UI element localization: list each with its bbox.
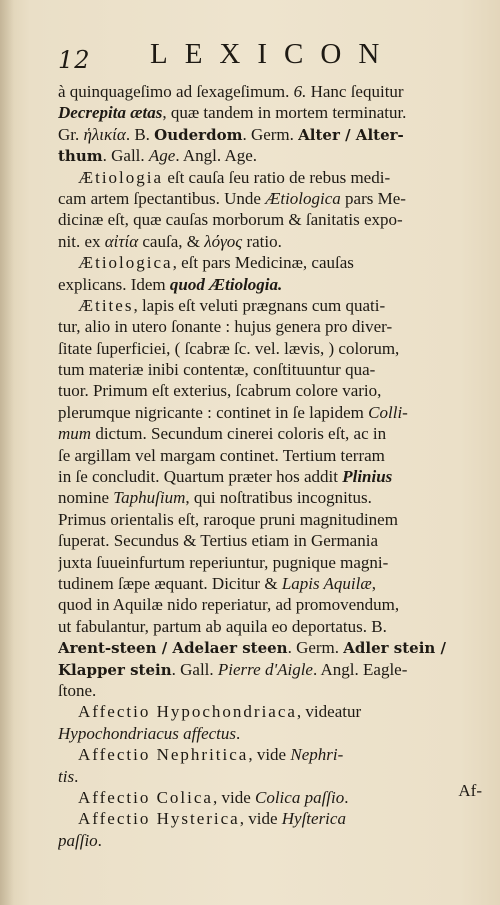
text-run: . B. <box>125 124 155 144</box>
text-run: Primus orientalis eſt, raroque pruni magnitudinem <box>58 509 398 529</box>
text-line <box>58 316 488 337</box>
text-line <box>58 530 488 551</box>
text-run: Hypochondriacus affectus <box>58 723 236 743</box>
text-run: . Gall. <box>102 146 149 166</box>
entry-headword: Affectio Hysterica <box>78 809 240 829</box>
text-line <box>58 380 488 401</box>
text-run: Ætiologica <box>265 188 341 208</box>
text-run: tum materiæ inibi contentæ, conſtituuntur qua- <box>58 360 376 380</box>
text-run: mum <box>58 424 92 444</box>
text-line <box>58 723 488 744</box>
text-run: 6. <box>293 82 307 101</box>
text-run: Adler stein / <box>343 639 446 658</box>
text-run: ut fabulantur, partum ab aquila eo deportatus. B. <box>58 616 387 636</box>
text-run: Colli- <box>368 402 408 422</box>
text-run: ſitate ſuperficiei, ( ſcabræ ſc. vel. lævis, ) colorum, <box>58 338 400 358</box>
text-line <box>58 744 488 765</box>
text-line <box>58 787 488 808</box>
gutter-shadow <box>0 0 14 905</box>
text-line <box>58 637 488 658</box>
text-line <box>58 124 488 145</box>
text-run: αἰτία <box>104 231 139 251</box>
text-line <box>58 338 488 359</box>
text-line <box>58 808 488 829</box>
text-run: Age <box>148 146 176 166</box>
text-run: dictum. Secundum cinerei coloris eſt, ac in <box>91 424 387 444</box>
running-head: LEXICON <box>150 38 397 70</box>
text-run: nomine <box>58 488 114 508</box>
text-run: , lapis eſt veluti prægnans cum quati- <box>133 295 386 315</box>
text-run: . <box>236 723 241 743</box>
text-run: quod in Aquilæ nido reperiatur, ad promovendum, <box>58 595 400 615</box>
text-run: , vide <box>212 787 255 807</box>
entry-headword: Affectio Hypochondriaca <box>78 702 297 722</box>
text-run: Arent-steen / Adelaer steen <box>58 639 288 658</box>
text-run: plerumque nigricante : continet in ſe lapidem <box>58 402 369 422</box>
text-line <box>58 231 488 252</box>
text-run: à quinquageſimo ad ſexageſimum. <box>58 82 294 101</box>
text-run: Nephri- <box>290 745 344 765</box>
text-run: pars Me- <box>340 188 406 208</box>
page-header <box>0 38 500 78</box>
entry-headword: Ætites <box>78 295 134 315</box>
text-line <box>58 102 488 123</box>
text-line <box>58 594 488 615</box>
text-run: , vide <box>239 809 282 829</box>
text-run: dicinæ eſt, quæ cauſas morborum & ſanitatis expo- <box>58 210 403 230</box>
text-run: , vide <box>248 745 291 765</box>
text-run: ſe argillam vel margam continet. Tertium terram <box>58 445 385 465</box>
text-run: λόγος <box>204 231 243 251</box>
text-run: Plinius <box>342 467 393 487</box>
text-run: nit. ex <box>58 231 105 251</box>
page-number: 12 <box>58 46 91 74</box>
text-run: juxta ſuueinfurtum reperiuntur, pugnique magni- <box>58 552 389 572</box>
text-run: tur, alio in utero ſonante : hujus genera pro diver- <box>58 317 393 337</box>
text-run: . <box>97 830 102 850</box>
entry-headword: Ætiologia <box>78 167 164 187</box>
text-line <box>58 509 488 530</box>
text-run: . Germ. <box>242 124 299 144</box>
text-line <box>58 445 488 466</box>
text-line <box>58 616 488 637</box>
text-run: eſt cauſa ſeu ratio de rebus medi- <box>163 167 391 187</box>
text-line <box>58 701 488 722</box>
text-line <box>58 274 488 295</box>
text-run: Alter / Alter- <box>298 125 404 144</box>
text-line <box>58 252 488 273</box>
text-run: Gr. <box>58 124 84 144</box>
text-run: Lapis Aquilæ <box>281 573 372 593</box>
text-run: . Angl. Eagle- <box>312 659 408 679</box>
text-run: , qui noſtratibus incognitus. <box>185 488 372 508</box>
text-run: , eſt pars Medicinæ, cauſas <box>172 253 354 273</box>
text-run: tudinem ſæpe æquant. Dicitur & <box>58 573 282 593</box>
text-run: , <box>371 573 376 593</box>
text-run: paſſio <box>58 830 98 850</box>
text-run: ſuperat. Secundus & Tertius etiam in Germania <box>58 531 378 551</box>
catchword: Af- <box>458 781 482 800</box>
entry-headword: Affectio Colica <box>78 787 213 807</box>
text-run: ſtone. <box>58 680 97 700</box>
text-line <box>58 466 488 487</box>
entry-headword: Ætiologica <box>78 253 173 273</box>
text-run: Hyſterica <box>281 809 346 829</box>
text-run: in ſe concludit. Quartum præter hos addit <box>58 467 343 487</box>
text-run: thum <box>58 147 103 166</box>
lexicon-text <box>58 81 488 851</box>
text-line <box>58 487 488 508</box>
text-line <box>58 359 488 380</box>
text-run: Ouderdom <box>154 125 243 144</box>
text-line <box>58 766 488 787</box>
text-run: Taphuſium <box>113 488 186 508</box>
text-line <box>58 145 488 166</box>
text-run: Hanc ſequitur <box>306 82 404 101</box>
text-run: Pierre d'Aigle <box>217 659 313 679</box>
text-run: tis <box>58 766 75 786</box>
text-run: , quæ tandem in mortem terminatur. <box>162 103 407 123</box>
text-run: . Angl. Age. <box>175 146 258 166</box>
text-line <box>58 680 488 701</box>
text-line <box>58 167 488 188</box>
text-line <box>58 423 488 444</box>
text-run: Decrepita ætas <box>58 103 163 123</box>
text-run: Klapper stein <box>58 660 172 679</box>
text-line <box>58 402 488 423</box>
text-run: ἡλικία <box>83 124 126 144</box>
text-run: Colica paſſio <box>255 787 345 807</box>
text-line <box>58 573 488 594</box>
text-run: . <box>344 787 349 807</box>
text-line <box>58 188 488 209</box>
text-run: quod Ætiologia. <box>169 274 283 294</box>
text-line <box>58 209 488 230</box>
text-run: . <box>74 766 79 786</box>
text-run: tuor. Primum eſt exterius, ſcabrum colore vario, <box>58 381 382 401</box>
text-run: . Germ. <box>287 638 344 658</box>
text-line <box>58 659 488 680</box>
text-line <box>58 81 488 102</box>
text-line <box>58 295 488 316</box>
text-run: , videatur <box>296 702 362 722</box>
text-line <box>58 830 488 851</box>
text-run: cam artem ſpectantibus. Unde <box>58 188 266 208</box>
entry-headword: Affectio Nephritica <box>78 745 249 765</box>
text-line <box>58 552 488 573</box>
text-run: explicans. Idem <box>58 274 170 294</box>
text-run: ratio. <box>242 231 282 251</box>
text-run: cauſa, & <box>138 231 205 251</box>
text-run: . Gall. <box>171 659 218 679</box>
